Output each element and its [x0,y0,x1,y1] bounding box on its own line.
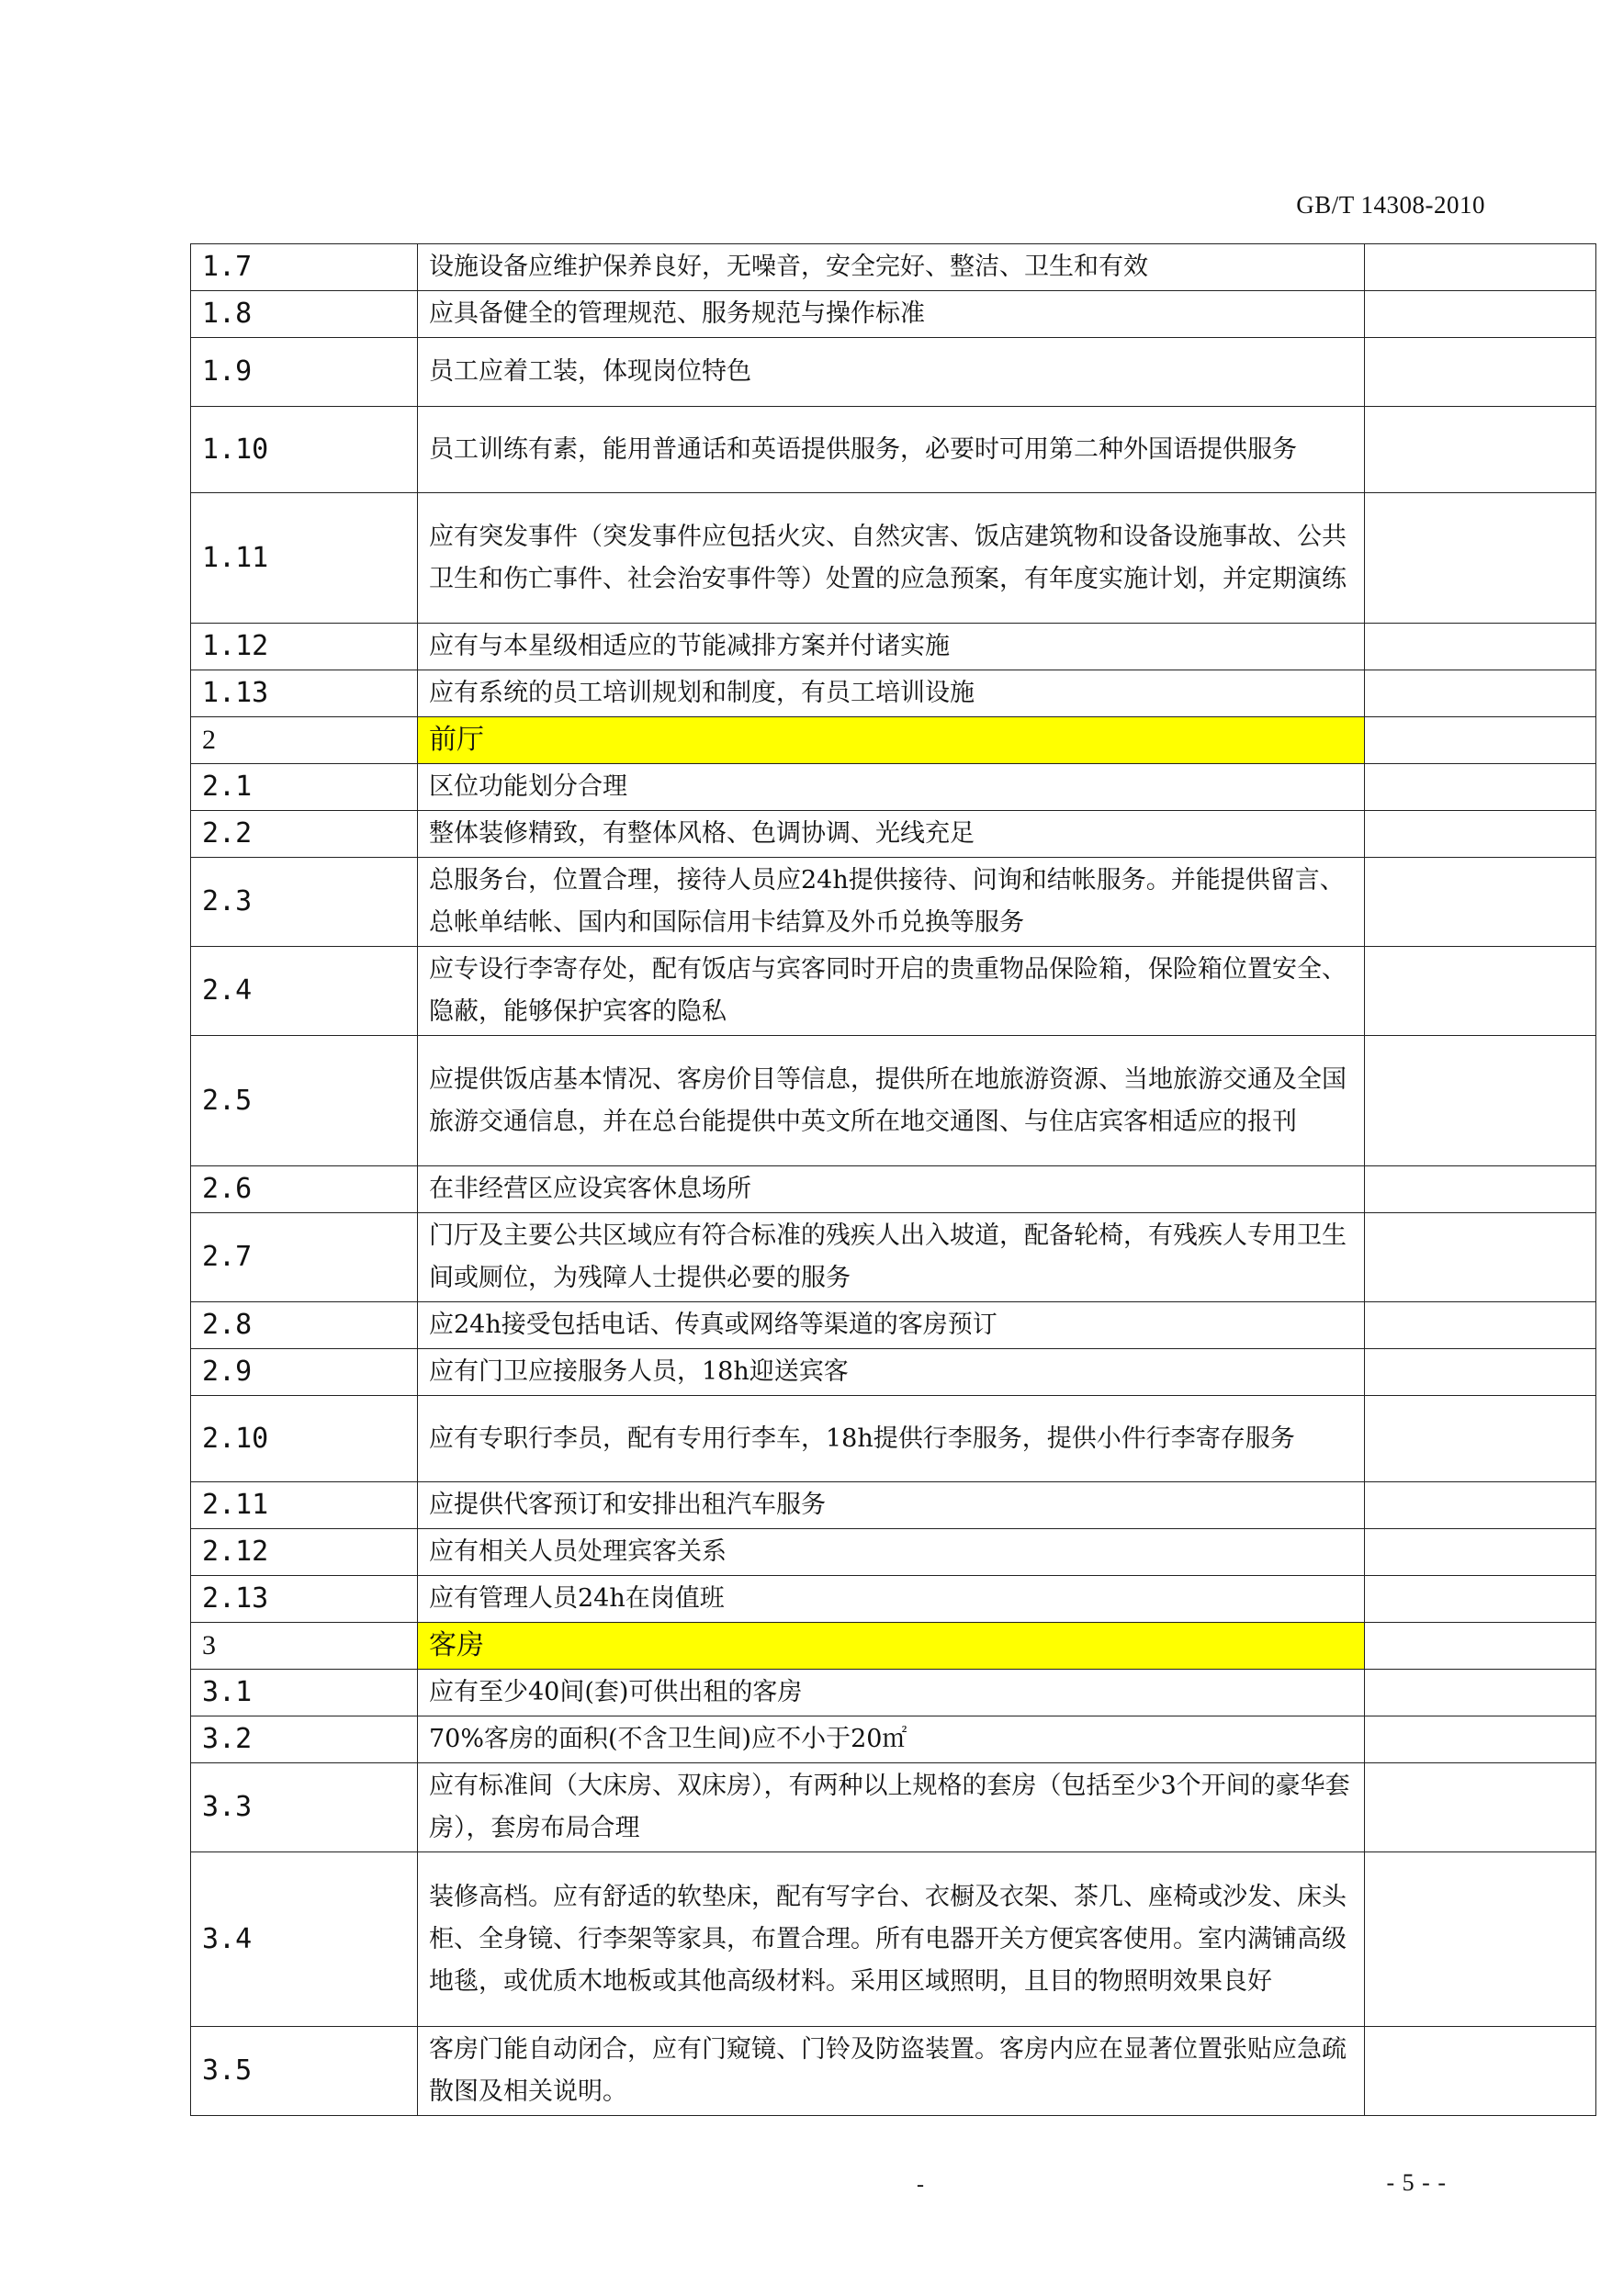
table-row [191,407,1596,493]
row-mark-cell [1365,493,1596,624]
row-requirement: 客房门能自动闭合，应有门窥镜、门铃及防盗装置。客房内应在显著位置张贴应急疏散图及相关说明。 [418,2027,1365,2116]
row-mark-cell [1365,1716,1596,1763]
row-requirement: 应有至少40间(套)可供出租的客房 [418,1670,1365,1716]
row-requirement: 应有突发事件（突发事件应包括火灾、自然灾害、饭店建筑物和设备设施事故、公共卫生和伤亡事件、社会治安事件等）处置的应急预案，有年度实施计划，并定期演练 [418,493,1365,624]
row-number: 1.13 [191,670,418,717]
table-row [191,291,1596,338]
row-number: 2.2 [191,811,418,858]
row-requirement: 应提供饭店基本情况、客房价目等信息，提供所在地旅游资源、当地旅游交通及全国旅游交通信息，并在总台能提供中英文所在地交通图、与住店宾客相适应的报刊 [418,1036,1365,1166]
row-mark-cell [1365,1349,1596,1396]
footer-dash: - [917,2173,924,2197]
table-row [191,811,1596,858]
table-row [191,1716,1596,1763]
row-mark-cell [1365,2027,1596,2116]
table-row [191,1036,1596,1166]
row-mark-cell [1365,764,1596,811]
row-requirement: 应有相关人员处理宾客关系 [418,1529,1365,1576]
row-requirement: 应有专职行李员，配有专用行李车，18h提供行李服务，提供小件行李寄存服务 [418,1396,1365,1482]
row-number: 1.10 [191,407,418,493]
row-mark-cell [1365,244,1596,291]
table-row [191,858,1596,947]
table-row [191,1349,1596,1396]
table-row [191,624,1596,670]
row-number: 1.12 [191,624,418,670]
table-row [191,1576,1596,1623]
row-number: 2.10 [191,1396,418,1482]
row-number: 2.7 [191,1213,418,1302]
row-number: 3.1 [191,1670,418,1716]
row-mark-cell [1365,1670,1596,1716]
row-number: 2.1 [191,764,418,811]
row-requirement: 员工应着工装，体现岗位特色 [418,338,1365,407]
row-mark-cell [1365,1482,1596,1529]
section-row [191,1623,1596,1670]
row-mark-cell [1365,1396,1596,1482]
row-number: 2.9 [191,1349,418,1396]
page-number: - 5 - - [1386,2169,1447,2196]
row-mark-cell [1365,947,1596,1036]
table-row [191,2027,1596,2116]
row-number: 3.5 [191,2027,418,2116]
table-row [191,1670,1596,1716]
row-requirement: 员工训练有素，能用普通话和英语提供服务，必要时可用第二种外国语提供服务 [418,407,1365,493]
row-mark-cell [1365,1763,1596,1852]
table-row [191,1763,1596,1852]
row-mark-cell [1365,1166,1596,1213]
table-row [191,1396,1596,1482]
table-row [191,1482,1596,1529]
table-row [191,1852,1596,2027]
row-requirement: 装修高档。应有舒适的软垫床，配有写字台、衣橱及衣架、茶几、座椅或沙发、床头柜、全身镜、行李架等家具，布置合理。所有电器开关方便宾客使用。室内满铺高级地毯，或优质木地板或其他高级材料。采用区域照明，且目的物照明效果良好 [418,1852,1365,2027]
row-mark-cell [1365,670,1596,717]
row-mark-cell [1365,1576,1596,1623]
row-mark-cell [1365,1302,1596,1349]
row-number: 2.11 [191,1482,418,1529]
section-number: 3 [191,1623,418,1670]
row-mark-cell [1365,717,1596,764]
row-number: 3.2 [191,1716,418,1763]
row-requirement: 应具备健全的管理规范、服务规范与操作标准 [418,291,1365,338]
row-requirement: 应有系统的员工培训规划和制度，有员工培训设施 [418,670,1365,717]
section-number: 2 [191,717,418,764]
row-number: 1.7 [191,244,418,291]
row-mark-cell [1365,1213,1596,1302]
table-row [191,764,1596,811]
row-requirement: 应有标准间（大床房、双床房），有两种以上规格的套房（包括至少3个开间的豪华套房），套房布局合理 [418,1763,1365,1852]
row-mark-cell [1365,624,1596,670]
row-requirement: 应有管理人员24h在岗值班 [418,1576,1365,1623]
row-number: 2.12 [191,1529,418,1576]
section-title: 客房 [418,1623,1365,1670]
row-number: 2.6 [191,1166,418,1213]
row-number: 1.8 [191,291,418,338]
row-number: 2.3 [191,858,418,947]
table-row [191,670,1596,717]
row-requirement: 区位功能划分合理 [418,764,1365,811]
requirements-table [190,243,1596,2116]
row-number: 2.13 [191,1576,418,1623]
table-row [191,244,1596,291]
row-mark-cell [1365,338,1596,407]
row-requirement: 在非经营区应设宾客休息场所 [418,1166,1365,1213]
table-row [191,1302,1596,1349]
row-mark-cell [1365,1852,1596,2027]
row-number: 1.9 [191,338,418,407]
row-mark-cell [1365,407,1596,493]
section-row [191,717,1596,764]
row-requirement: 应24h接受包括电话、传真或网络等渠道的客房预订 [418,1302,1365,1349]
row-requirement: 应有门卫应接服务人员，18h迎送宾客 [418,1349,1365,1396]
row-mark-cell [1365,291,1596,338]
row-number: 1.11 [191,493,418,624]
section-title: 前厅 [418,717,1365,764]
requirements-table-body [191,244,1596,2116]
row-number: 2.8 [191,1302,418,1349]
row-mark-cell [1365,1529,1596,1576]
row-requirement: 门厅及主要公共区域应有符合标准的残疾人出入坡道，配备轮椅，有残疾人专用卫生间或厕位，为残障人士提供必要的服务 [418,1213,1365,1302]
row-number: 3.3 [191,1763,418,1852]
row-mark-cell [1365,858,1596,947]
table-row [191,1166,1596,1213]
standard-code: GB/T 14308-2010 [1296,191,1485,219]
row-requirement: 应提供代客预订和安排出租汽车服务 [418,1482,1365,1529]
table-row [191,338,1596,407]
row-requirement: 总服务台，位置合理，接待人员应24h提供接待、问询和结帐服务。并能提供留言、总帐单结帐、国内和国际信用卡结算及外币兑换等服务 [418,858,1365,947]
table-row [191,493,1596,624]
table-row [191,947,1596,1036]
row-requirement: 应专设行李寄存处，配有饭店与宾客同时开启的贵重物品保险箱，保险箱位置安全、隐蔽，能够保护宾客的隐私 [418,947,1365,1036]
row-requirement: 设施设备应维护保养良好，无噪音，安全完好、整洁、卫生和有效 [418,244,1365,291]
row-mark-cell [1365,1623,1596,1670]
row-number: 2.4 [191,947,418,1036]
table-row [191,1213,1596,1302]
row-mark-cell [1365,811,1596,858]
row-number: 2.5 [191,1036,418,1166]
row-number: 3.4 [191,1852,418,2027]
row-requirement: 70%客房的面积(不含卫生间)应不小于20㎡ [418,1716,1365,1763]
table-row [191,1529,1596,1576]
row-requirement: 应有与本星级相适应的节能减排方案并付诸实施 [418,624,1365,670]
row-mark-cell [1365,1036,1596,1166]
row-requirement: 整体装修精致，有整体风格、色调协调、光线充足 [418,811,1365,858]
